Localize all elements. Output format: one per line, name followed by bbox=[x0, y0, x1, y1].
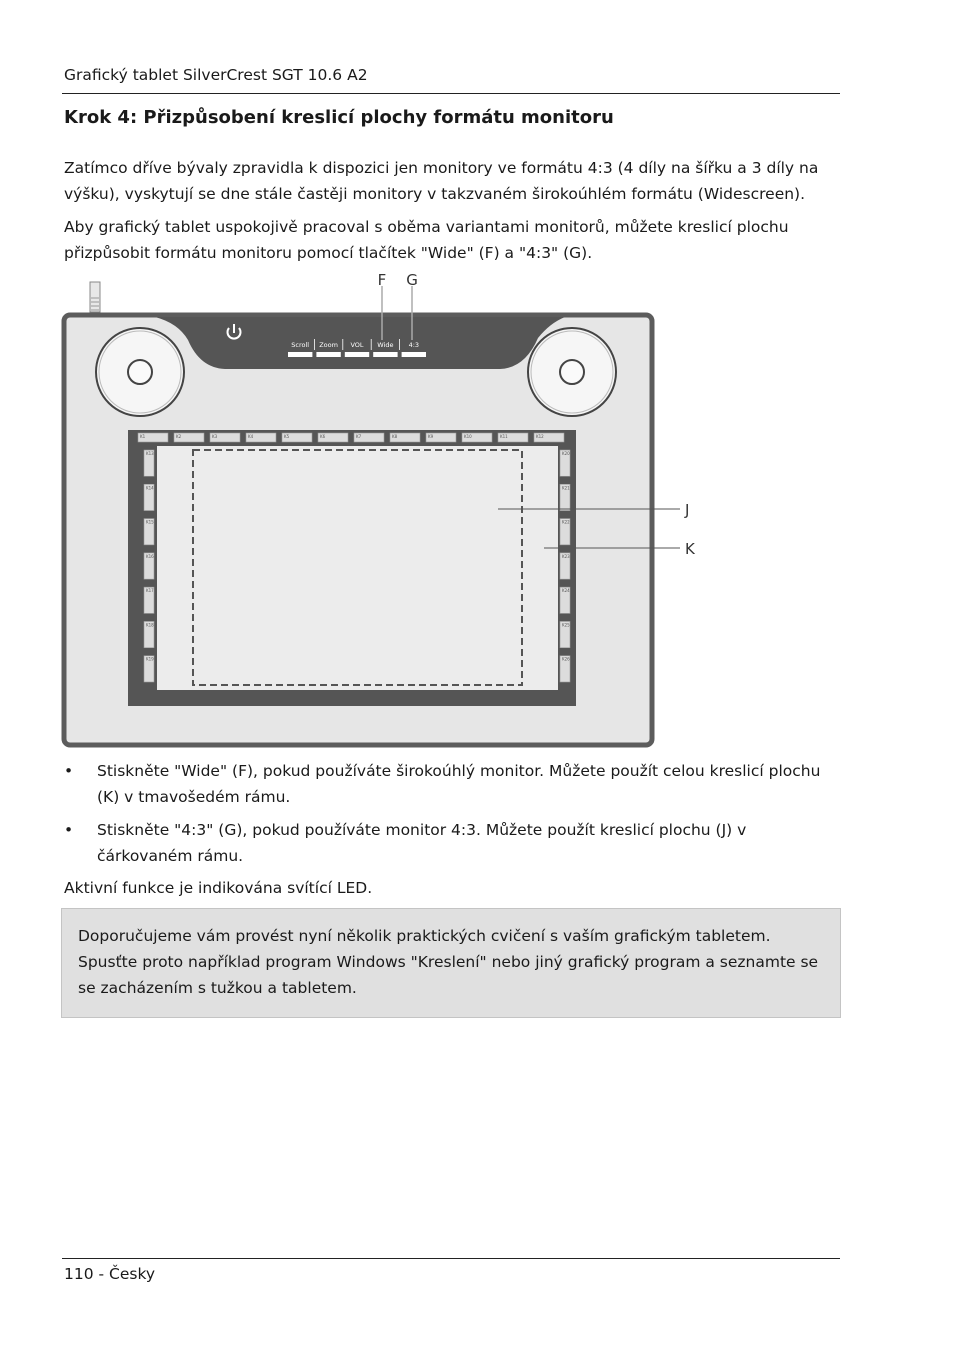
function-button[interactable] bbox=[288, 352, 312, 357]
hotkey-label: K2 bbox=[176, 434, 182, 439]
intro-paragraph: Zatímco dříve bývaly zpravidla k dispozici jen monitory ve formátu 4:3 (4 díly na šířku a 3 díly na výšku), vyskytují se dne stále častěji monitory v takzvaném širokoúhlém formátu (Widescreen). bbox=[64, 159, 819, 203]
hotkey-label: K16 bbox=[146, 553, 154, 559]
hotkey-label: K9 bbox=[428, 434, 434, 439]
footer-rule bbox=[62, 1258, 840, 1259]
function-button-label: Wide bbox=[377, 341, 394, 349]
hotkey-label: K24 bbox=[562, 588, 570, 594]
hotkey-label: K1 bbox=[140, 434, 146, 439]
tablet-figure bbox=[60, 268, 710, 754]
buttons-paragraph: Aby grafický tablet uspokojivě pracoval s oběma variantami monitorů, můžete kreslicí plochu přizpůsobit formátu monitoru pomocí tlačítek "Wide" (F) a "4:3" (G). bbox=[64, 218, 789, 262]
hotkey-label: K21 bbox=[562, 485, 570, 491]
hotkey-label: K20 bbox=[562, 451, 570, 456]
hotkey-label: K26 bbox=[562, 656, 570, 662]
function-button-label: VOL bbox=[350, 341, 364, 349]
led-paragraph: Aktivní funkce je indikována svítící LED. bbox=[64, 879, 373, 897]
hotkey-label: K10 bbox=[464, 434, 472, 439]
hotkey-label: K18 bbox=[146, 622, 154, 628]
function-button[interactable] bbox=[316, 352, 340, 357]
callout-f: F bbox=[377, 271, 387, 289]
function-button[interactable] bbox=[373, 352, 397, 357]
hotkey-label: K15 bbox=[146, 519, 154, 525]
header-rule bbox=[62, 93, 840, 94]
page-footer: 110 - Česky bbox=[64, 1265, 156, 1283]
hotkey-label: K22 bbox=[562, 519, 570, 525]
hotkey-label: K5 bbox=[284, 434, 290, 439]
right-touch-dial bbox=[528, 328, 616, 416]
hotkey-label: K6 bbox=[320, 434, 326, 439]
bullet-marker: • bbox=[64, 762, 74, 780]
hotkey-label: K7 bbox=[356, 434, 362, 439]
hotkey-label: K4 bbox=[248, 434, 254, 439]
hotkey-label: K17 bbox=[146, 588, 154, 594]
function-button[interactable] bbox=[345, 352, 369, 357]
function-button-label: 4:3 bbox=[408, 341, 420, 349]
bullet-text: Stiskněte "4:3" (G), pokud používáte monitor 4:3. Můžete použít kreslicí plochu (J) v čárkovaném rámu. bbox=[97, 821, 747, 865]
hotkey-label: K11 bbox=[500, 434, 508, 439]
hotkey-label: K14 bbox=[146, 485, 154, 491]
hotkey-label: K19 bbox=[146, 656, 154, 662]
callout-g: G bbox=[406, 271, 418, 289]
hotkey-label: K8 bbox=[392, 434, 398, 439]
tip-box bbox=[61, 908, 841, 1018]
hotkey-label: K13 bbox=[146, 451, 154, 456]
hotkey-label: K3 bbox=[212, 434, 218, 439]
hotkey-label: K23 bbox=[562, 553, 570, 559]
tablet-cable bbox=[90, 282, 100, 312]
drawing-surface bbox=[157, 446, 558, 690]
tip-text: Doporučujeme vám provést nyní několik praktických cvičení s vaším grafickým tabletem. Spusťte proto například program Windows "Kreslení" nebo jiný grafický program a seznamte se se zacházením s tužkou a tabletem. bbox=[78, 927, 819, 997]
function-button[interactable] bbox=[402, 352, 426, 357]
tablet-illustration bbox=[60, 268, 710, 750]
bullet-marker: • bbox=[64, 821, 74, 839]
callout-j: J bbox=[685, 501, 690, 519]
bullet-text: Stiskněte "Wide" (F), pokud používáte širokoúhlý monitor. Můžete použít celou kreslicí plochu (K) v tmavošedém rámu. bbox=[97, 762, 821, 806]
running-header: Grafický tablet SilverCrest SGT 10.6 A2 bbox=[64, 66, 368, 84]
function-button-label: Zoom bbox=[319, 341, 338, 349]
callout-k: K bbox=[685, 540, 695, 558]
section-heading: Krok 4: Přizpůsobení kreslicí plochy formátu monitoru bbox=[64, 107, 614, 128]
hotkey-label: K12 bbox=[536, 434, 544, 439]
function-button-label: Scroll bbox=[291, 341, 310, 349]
left-touch-dial bbox=[96, 328, 184, 416]
hotkey-label: K25 bbox=[562, 622, 570, 628]
